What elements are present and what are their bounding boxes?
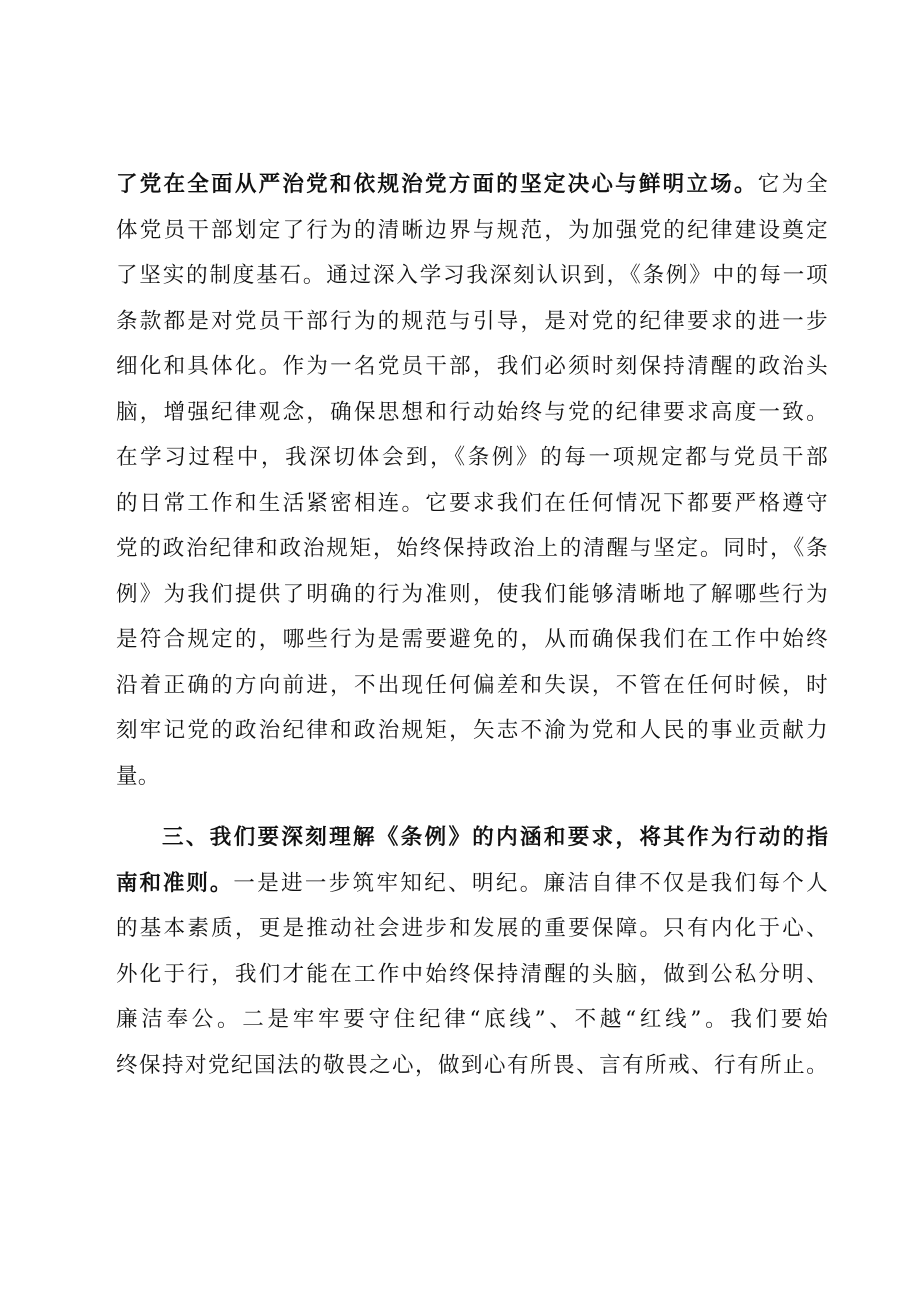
paragraph-gap — [116, 799, 828, 815]
text-line: 刻牢记党的政治纪律和政治规矩，矢志不渝为党和人民的事业贡献力 — [116, 718, 828, 743]
text-line: 的日常工作和生活紧密相连。它要求我们在任何情况下都要严格遵守 — [116, 490, 828, 516]
section-heading-end: 南和准则。 — [116, 870, 234, 896]
text-line: 是符合规定的，哪些行为是需要避免的，从而确保我们在工作中始终 — [116, 627, 828, 652]
text-line: 条款都是对党员干部行为的规范与引导，是对党的纪律要求的进一步 — [116, 308, 828, 334]
text-run: 它为全 — [757, 172, 828, 197]
text-line: 廉洁奉公。二是牢牢要守住纪律“底线”、不越“红线”。我们要始 — [116, 1007, 828, 1032]
text-line: 沿着正确的方向前进，不出现任何偏差和失误，不管在任何时候，时 — [116, 672, 828, 698]
section-heading-line — [116, 815, 828, 861]
text-line: 的基本素质，更是推动社会进步和发展的重要保障。只有内化于心、 — [116, 916, 828, 941]
paragraph-1 — [116, 162, 828, 799]
section-heading: 三、我们要深刻理解《条例》的内涵和要求，将其作为行动的指 — [162, 825, 828, 850]
text-line: 体党员干部划定了行为的清晰边界与规范，为加强党的纪律建设奠定 — [116, 217, 828, 243]
bold-text: 了党在全面从严治党和依规治党方面的坚定决心与鲜明立场。 — [116, 172, 758, 197]
paragraph-2 — [116, 815, 828, 1088]
document-body — [116, 162, 828, 1088]
text-line: 细化和具体化。作为一名党员干部，我们必须时刻保持清醒的政治头 — [116, 354, 828, 379]
text-line: 在学习过程中，我深切体会到，《条例》的每一项规定都与党员干部 — [116, 445, 828, 470]
text-line: 了坚实的制度基石。通过深入学习我深刻认识到，《条例》中的每一项 — [116, 263, 828, 288]
text-line: 终保持对党纪国法的敬畏之心，做到心有所畏、言有所戒、行有所止。 — [116, 1052, 828, 1078]
text-line: 脑，增强纪律观念，确保思想和行动始终与党的纪律要求高度一致。 — [116, 399, 828, 425]
text-line: 党的政治纪律和政治规矩，始终保持政治上的清醒与坚定。同时，《条 — [116, 536, 828, 561]
text-line — [116, 861, 828, 907]
text-run: 一是进一步筑牢知纪、明纪。廉洁自律不仅是我们每个人 — [233, 870, 828, 896]
text-line: 外化于行，我们才能在工作中始终保持清醒的头脑，做到公私分明、 — [116, 961, 828, 987]
text-line: 例》为我们提供了明确的行为准则，使我们能够清晰地了解哪些行为 — [116, 581, 828, 607]
text-line — [116, 162, 828, 208]
text-line: 量。 — [116, 763, 160, 789]
